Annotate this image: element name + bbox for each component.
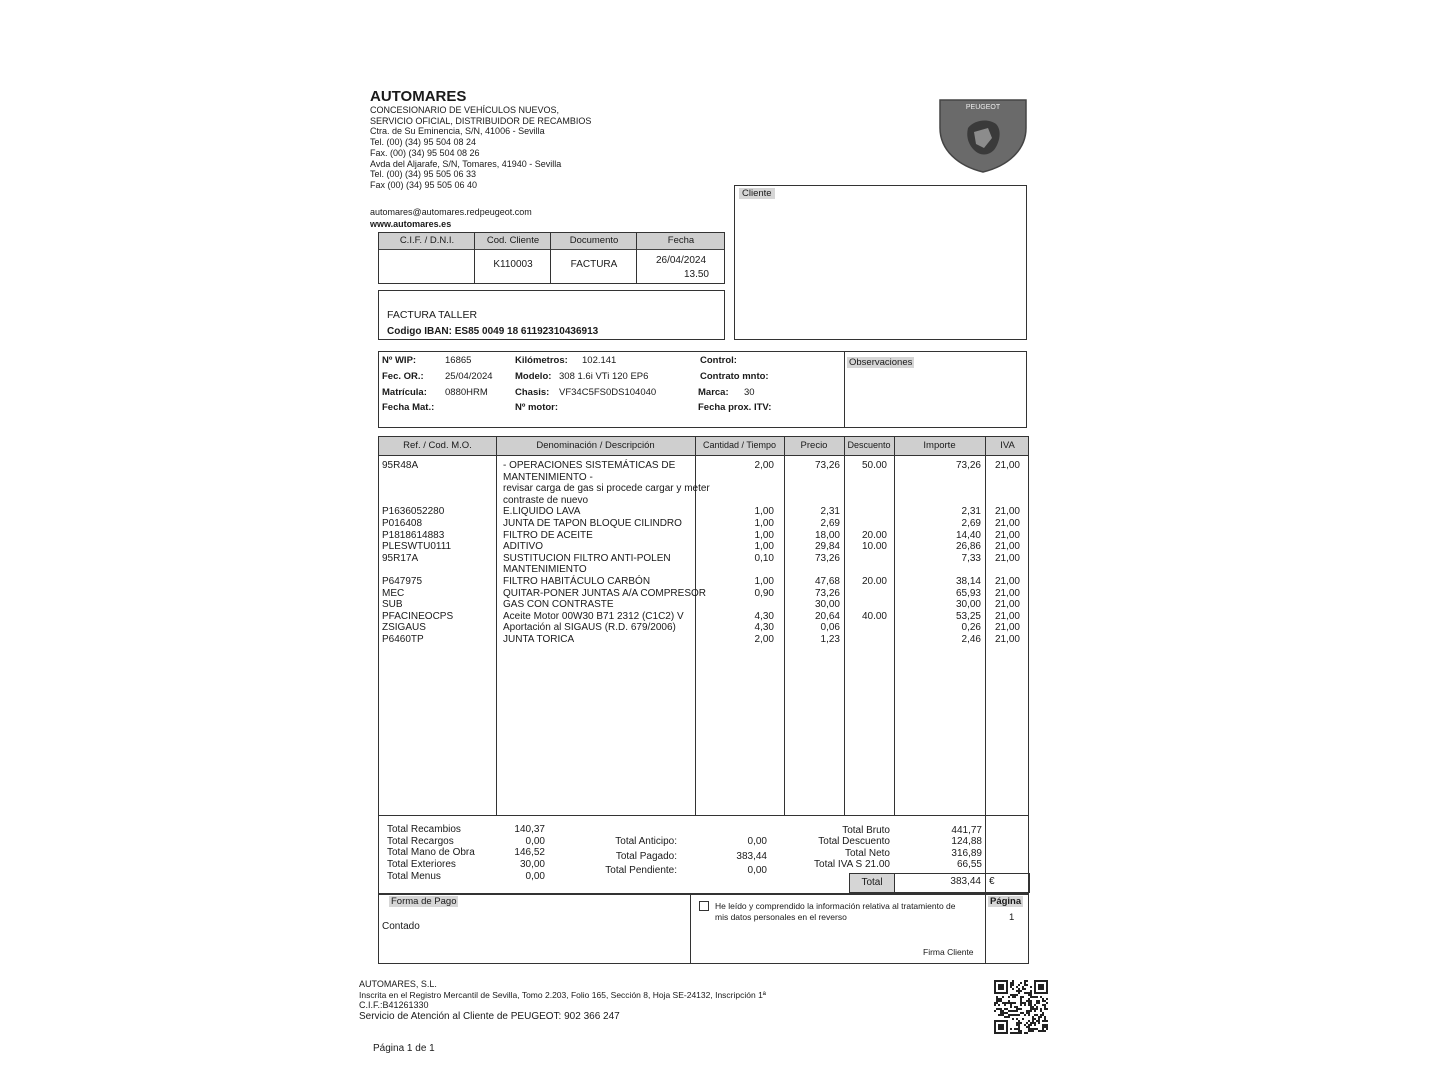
total-right-value: 441,77 xyxy=(951,825,982,836)
totals-right xyxy=(779,825,982,870)
table-row xyxy=(379,541,1028,553)
invoice-iban: Codigo IBAN: ES85 0049 18 61192310436913 xyxy=(387,326,599,337)
cell-amount: 2,31 xyxy=(961,506,981,518)
cell-qty: 0,90 xyxy=(754,587,774,599)
company-line: CONCESIONARIO DE VEHÍCULOS NUEVOS, xyxy=(370,105,560,115)
cell-qty: 2,00 xyxy=(754,460,774,471)
cell-amount: 65,93 xyxy=(955,587,981,599)
total-right-row xyxy=(779,858,982,870)
cell-amount: 0,26 xyxy=(961,622,981,634)
cell-ref: P647975 xyxy=(382,576,423,587)
cell-desc: contraste de nuevo xyxy=(503,494,589,506)
cell-iva: 21,00 xyxy=(994,576,1020,587)
table-row xyxy=(379,518,1028,530)
chasis-label: Chasis: xyxy=(515,387,550,398)
total-left-row xyxy=(387,871,547,883)
total-left-label: Total Mano de Obra xyxy=(387,847,475,859)
cell-price: 2,31 xyxy=(820,506,840,518)
company-lines xyxy=(370,105,700,191)
modelo-value: 308 1.6i VTi 120 EP6 xyxy=(559,371,649,382)
cell-desc: MANTENIMIENTO - xyxy=(503,471,593,483)
cell-qty: 0,10 xyxy=(754,552,774,564)
cell-amount: 30,00 xyxy=(955,599,981,611)
total-right-row xyxy=(779,836,982,848)
itv-label: Fecha prox. ITV: xyxy=(698,402,772,413)
cell-qty: 1,00 xyxy=(754,541,774,553)
lines-body xyxy=(379,460,1028,660)
cell-disc: 20.00 xyxy=(861,529,887,541)
totals-left xyxy=(387,824,547,882)
fec-or-value: 25/04/2024 xyxy=(445,371,493,382)
table-row xyxy=(379,530,1028,542)
cell-qty: 2,00 xyxy=(754,634,774,645)
total-currency: € xyxy=(989,876,995,887)
cell-ref: 95R17A xyxy=(382,552,419,564)
total-label: Total xyxy=(861,877,883,888)
cell-amount: 38,14 xyxy=(955,576,981,587)
cell-iva: 21,00 xyxy=(994,587,1020,599)
total-mid-row xyxy=(589,851,769,866)
cell-qty: 1,00 xyxy=(754,529,774,541)
company-line: Tel. (00) (34) 95 504 08 24 xyxy=(370,137,477,148)
footer-company: AUTOMARES, S.L. xyxy=(359,979,437,989)
company-header xyxy=(370,88,700,229)
cell-price: 73,26 xyxy=(814,587,840,599)
doc-date-value: 26/04/2024 xyxy=(655,255,707,266)
km-value: 102.141 xyxy=(582,355,617,366)
table-row xyxy=(379,472,1028,484)
matricula-value: 0880HRM xyxy=(445,387,488,398)
table-row xyxy=(379,634,1028,646)
total-right-label: Total IVA S 21.00 xyxy=(814,858,890,870)
consent-text-2: mis datos personales en el reverso xyxy=(715,912,847,922)
payment-box xyxy=(378,894,1029,964)
total-left-value: 0,00 xyxy=(525,870,545,882)
lines-table xyxy=(378,436,1029,816)
total-right-row xyxy=(779,825,982,836)
cell-ref: P6460TP xyxy=(382,634,424,645)
total-left-value: 146,52 xyxy=(514,847,545,859)
doc-header-box xyxy=(378,232,725,284)
footer xyxy=(359,979,959,1023)
cell-ref: P016408 xyxy=(382,518,423,529)
fec-or-label: Fec. OR.: xyxy=(382,371,424,382)
cell-ref: ZSIGAUS xyxy=(382,622,426,634)
cell-disc: 10.00 xyxy=(861,541,887,553)
doc-col-cif: C.I.F. / D.N.I. xyxy=(399,235,455,246)
total-left-row xyxy=(387,824,547,836)
total-value: 383,44 xyxy=(950,876,981,887)
cell-disc: 50.00 xyxy=(861,460,887,471)
cell-desc: Aportación al SIGAUS (R.D. 679/2006) xyxy=(503,622,676,634)
cell-desc: JUNTA DE TAPON BLOQUE CILINDRO xyxy=(503,518,682,529)
company-line: Fax. (00) (34) 95 504 08 26 xyxy=(370,147,480,158)
cell-ref: PLESWTU0111 xyxy=(382,541,452,553)
cell-iva: 21,00 xyxy=(994,460,1020,471)
company-name: AUTOMARES xyxy=(370,88,467,105)
cell-iva: 21,00 xyxy=(994,529,1020,541)
company-line: Tel. (00) (34) 95 505 06 33 xyxy=(370,169,477,180)
th-iva: IVA xyxy=(1000,440,1015,451)
consent-text-1: He leído y comprendido la información relativa al tratamiento de xyxy=(715,901,956,911)
cell-iva: 21,00 xyxy=(994,610,1020,622)
vehicle-box xyxy=(378,351,1027,428)
total-mid-label: Total Anticipo: xyxy=(615,836,677,847)
table-row xyxy=(379,564,1028,576)
total-left-row xyxy=(387,847,547,859)
marca-label: Marca: xyxy=(698,387,729,398)
contrato-label: Contrato mnto: xyxy=(700,371,769,382)
total-left-row xyxy=(387,859,547,871)
total-left-value: 140,37 xyxy=(514,824,545,835)
logo-text: PEUGEOT xyxy=(965,104,1001,111)
cell-amount: 14,40 xyxy=(955,529,981,541)
cell-disc: 40.00 xyxy=(861,610,887,622)
cell-amount: 53,25 xyxy=(955,610,981,622)
cell-disc: 20.00 xyxy=(861,576,887,587)
th-qty: Cantidad / Tiempo xyxy=(702,440,777,450)
cell-desc: Aceite Motor 00W30 B71 2312 (C1C2) V xyxy=(503,610,684,622)
cell-qty: 1,00 xyxy=(754,518,774,529)
cell-iva: 21,00 xyxy=(994,622,1020,634)
cell-desc: QUITAR-PONER JUNTAS A/A COMPRESOR xyxy=(503,587,706,599)
footer-page: Página 1 de 1 xyxy=(373,1043,435,1054)
cell-desc: GAS CON CONTRASTE xyxy=(503,599,614,611)
th-desc: Denominación / Descripción xyxy=(536,440,655,451)
wip-value: 16865 xyxy=(445,355,472,366)
company-web: www.automares.es xyxy=(370,218,452,229)
th-disc: Descuento xyxy=(847,440,891,450)
cell-desc: FILTRO DE ACEITE xyxy=(503,529,593,541)
cell-ref: MEC xyxy=(382,587,405,599)
table-row xyxy=(379,553,1028,565)
cell-amount: 2,46 xyxy=(961,634,981,645)
total-left-value: 30,00 xyxy=(519,859,545,871)
cell-desc: revisar carga de gas si procede cargar y meter xyxy=(503,483,710,495)
total-left-label: Total Recargos xyxy=(387,835,454,847)
cell-desc: - OPERACIONES SISTEMÁTICAS DE xyxy=(503,460,676,471)
cell-desc: FILTRO HABITÁCULO CARBÓN xyxy=(503,576,651,587)
payment-label: Forma de Pago xyxy=(391,896,457,907)
total-value-cell xyxy=(894,873,986,893)
wip-label: Nº WIP: xyxy=(382,355,417,366)
signature-label: Firma Cliente xyxy=(923,947,974,957)
consent-checkbox[interactable] xyxy=(699,901,709,911)
qr-code xyxy=(994,980,1048,1034)
cell-amount: 73,26 xyxy=(955,460,981,471)
cell-desc: JUNTA TORICA xyxy=(503,634,575,645)
cell-ref: P1818614883 xyxy=(382,529,445,541)
totals-box xyxy=(378,816,1029,894)
total-left-label: Total Menus xyxy=(387,870,441,882)
footer-service: Servicio de Atención al Cliente de PEUGEOT: 902 366 247 xyxy=(359,1010,620,1022)
table-row xyxy=(379,483,1028,495)
cell-price: 30,00 xyxy=(814,599,840,611)
doc-time-value: 13.50 xyxy=(683,269,709,280)
total-mid-row xyxy=(589,865,769,880)
cell-ref: 95R48A xyxy=(382,460,419,471)
peugeot-logo xyxy=(938,98,1028,174)
total-mid-value: 0,00 xyxy=(747,836,767,847)
km-label: Kilómetros: xyxy=(515,355,568,366)
total-label-cell xyxy=(849,873,895,893)
cell-iva: 21,00 xyxy=(994,599,1020,611)
invoice-title: FACTURA TALLER xyxy=(387,309,478,321)
cell-price: 1,23 xyxy=(820,634,840,645)
payment-value: Contado xyxy=(382,921,420,932)
total-left-label: Total Exteriores xyxy=(387,859,456,871)
control-label: Control: xyxy=(700,355,737,366)
cell-amount: 2,69 xyxy=(961,518,981,529)
company-line: SERVICIO OFICIAL, DISTRIBUIDOR DE RECAMBIOS xyxy=(370,115,592,126)
total-right-label: Total Neto xyxy=(844,847,890,859)
chasis-value: VF34C5FS0DS104040 xyxy=(559,387,657,398)
footer-cif: C.I.F.:B41261330 xyxy=(359,1000,429,1010)
total-left-label: Total Recambios xyxy=(387,824,461,835)
total-right-row xyxy=(779,847,982,859)
total-mid-label: Total Pendiente: xyxy=(605,865,677,876)
cell-price: 18,00 xyxy=(814,529,840,541)
pagina-label: Página xyxy=(990,896,1022,907)
total-right-value: 124,88 xyxy=(951,836,982,848)
total-right-label: Total Bruto xyxy=(842,825,890,836)
cell-desc: E.LIQUIDO LAVA xyxy=(503,506,581,518)
total-currency-cell xyxy=(985,873,1030,893)
total-right-label: Total Descuento xyxy=(818,836,890,848)
th-amount: Importe xyxy=(923,440,956,451)
invoice-type-box xyxy=(378,290,725,340)
table-row xyxy=(379,611,1028,623)
client-box xyxy=(734,185,1027,340)
table-row xyxy=(379,576,1028,588)
cell-desc: ADITIVO xyxy=(503,541,544,553)
cell-qty: 1,00 xyxy=(754,576,774,587)
footer-registry: Inscrita en el Registro Mercantil de Sevilla, Tomo 2.203, Folio 165, Sección 8, Hoja SE-24132, Inscripción 1ª xyxy=(359,989,766,1000)
total-mid-value: 383,44 xyxy=(736,850,767,862)
client-label: Cliente xyxy=(739,188,775,199)
cell-ref: SUB xyxy=(382,599,403,611)
cell-qty: 1,00 xyxy=(754,506,774,518)
cell-qty: 4,30 xyxy=(754,610,774,622)
doc-col-fecha: Fecha xyxy=(667,235,695,246)
cell-price: 29,84 xyxy=(814,541,840,553)
table-row xyxy=(379,460,1028,472)
total-mid-label: Total Pagado: xyxy=(615,850,677,862)
doc-col-doc: Documento xyxy=(569,235,619,246)
table-row xyxy=(379,599,1028,611)
cell-price: 20,64 xyxy=(814,610,840,622)
doc-col-cod: Cod. Cliente xyxy=(486,235,540,246)
cell-price: 0,06 xyxy=(820,622,840,634)
cell-qty: 4,30 xyxy=(754,622,774,634)
th-ref: Ref. / Cod. M.O. xyxy=(403,440,472,451)
totals-mid xyxy=(589,836,769,880)
modelo-label: Modelo: xyxy=(515,371,552,382)
company-line: Avda del Aljarafe, S/N, Tomares, 41940 - Sevilla xyxy=(370,158,562,169)
cell-iva: 21,00 xyxy=(994,634,1020,645)
marca-value: 30 xyxy=(744,387,755,398)
total-left-value: 0,00 xyxy=(525,835,545,847)
th-price: Precio xyxy=(800,440,828,451)
motor-label: Nº motor: xyxy=(515,402,559,413)
cell-desc: SUSTITUCION FILTRO ANTI-POLEN xyxy=(503,552,671,564)
cell-amount: 26,86 xyxy=(955,541,981,553)
cell-desc: MANTENIMIENTO xyxy=(503,564,587,576)
table-row xyxy=(379,622,1028,634)
table-row xyxy=(379,588,1028,600)
pagina-value: 1 xyxy=(1009,912,1015,923)
company-email: automares@automares.redpeugeot.com xyxy=(370,206,532,217)
cell-amount: 7,33 xyxy=(961,552,981,564)
cell-iva: 21,00 xyxy=(994,518,1020,529)
total-right-value: 316,89 xyxy=(951,847,982,859)
company-line: Fax (00) (34) 95 505 06 40 xyxy=(370,179,478,190)
table-row xyxy=(379,495,1028,507)
cell-price: 47,68 xyxy=(814,576,840,587)
total-mid-row xyxy=(589,836,769,851)
doc-type-value: FACTURA xyxy=(570,259,618,270)
matricula-label: Matrícula: xyxy=(382,387,427,398)
total-left-row xyxy=(387,836,547,848)
cell-iva: 21,00 xyxy=(994,552,1020,564)
cell-price: 73,26 xyxy=(814,552,840,564)
table-row xyxy=(379,506,1028,518)
cell-iva: 21,00 xyxy=(994,541,1020,553)
observaciones-label: Observaciones xyxy=(849,357,913,368)
cell-ref: PFACINEOCPS xyxy=(382,610,454,622)
doc-cod-value: K110003 xyxy=(493,259,533,270)
cell-price: 73,26 xyxy=(814,460,840,471)
total-mid-value: 0,00 xyxy=(747,865,767,876)
total-right-value: 66,55 xyxy=(956,858,982,870)
fecha-mat-label: Fecha Mat.: xyxy=(382,402,435,413)
cell-ref: P1636052280 xyxy=(382,506,445,518)
cell-iva: 21,00 xyxy=(994,506,1020,518)
cell-price: 2,69 xyxy=(820,518,840,529)
company-line: Ctra. de Su Eminencia, S/N, 41006 - Sevilla xyxy=(370,126,545,137)
